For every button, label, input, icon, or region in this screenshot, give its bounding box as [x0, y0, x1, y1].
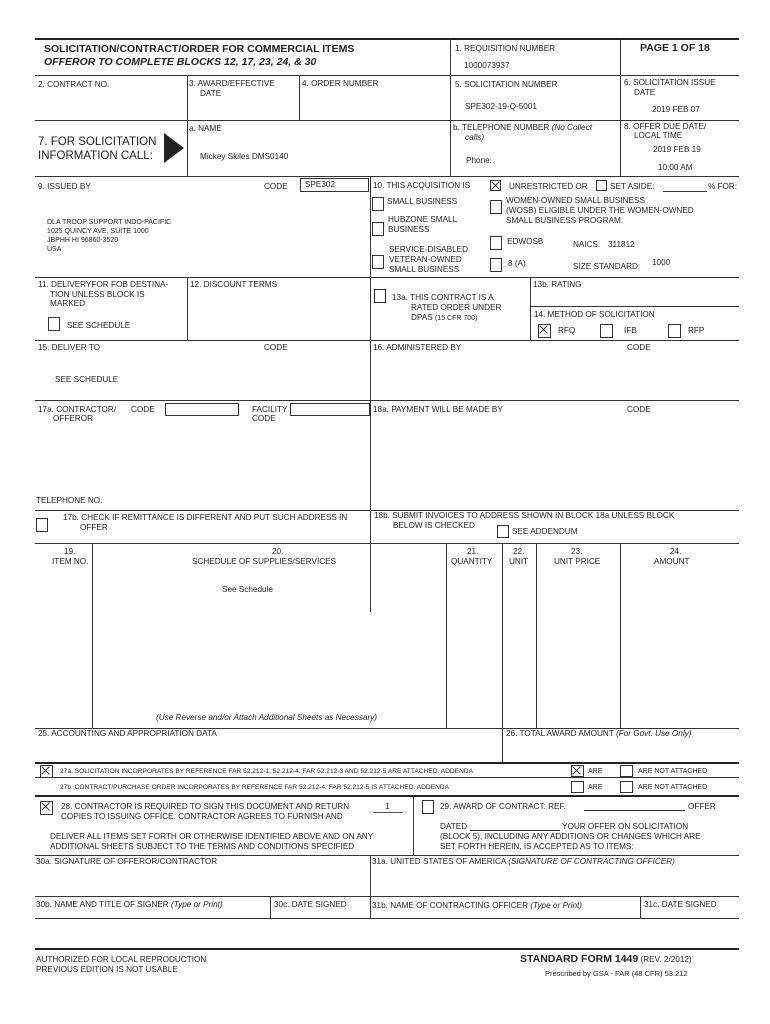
offer-due-label-2: LOCAL TIME [634, 131, 683, 140]
rating-label: 13b. RATING [533, 280, 582, 289]
percent-for-label: % FOR: [708, 182, 738, 191]
col-amount-number: 24. [670, 547, 682, 556]
28-label-4: ADDITIONAL SHEETS SUBJECT TO THE TERMS AND CONDITIONS SPECIFIED [50, 842, 355, 851]
see-schedule-label: SEE SCHEDULE [67, 321, 131, 330]
col-unit: UNIT [509, 557, 529, 566]
telephone-note-2: calls) [465, 133, 485, 142]
solicitation-number-label: 5. SOLICITATION NUMBER [455, 80, 558, 89]
27a-are-not-label: ARE NOT ATTACHED [638, 768, 708, 775]
col-unit-price: UNIT PRICE [554, 557, 601, 566]
ifb-label: IFB [624, 326, 637, 335]
29-dated-label: DATED [440, 822, 468, 831]
rated-order-checkbox[interactable] [374, 289, 386, 303]
form-title: SOLICITATION/CONTRACT/ORDER FOR COMMERCIAL ITEMS [44, 43, 355, 55]
requisition-number-label: 1. REQUISITION NUMBER [455, 44, 556, 53]
invoices-label-2: BELOW IS CHECKED [393, 521, 475, 530]
telephone-note: (No Collect [551, 123, 593, 132]
27a-are-not-checkbox[interactable] [620, 765, 633, 777]
naics-label: NAICS: [573, 240, 601, 249]
facility-label: FACILITY [252, 405, 288, 414]
27b-are-not-checkbox[interactable] [620, 781, 633, 793]
form-subtitle: OFFEROR TO COMPLETE BLOCKS 12, 17, 23, 24, & 30 [44, 56, 317, 68]
sdvosb-label: SERVICE-DISABLED [389, 245, 469, 254]
see-addendum-checkbox[interactable] [497, 525, 509, 538]
issued-by-label: 9. ISSUED BY [38, 182, 91, 191]
deliver-to-label: 15. DELIVER TO [38, 343, 101, 352]
size-standard-value[interactable]: 1000 [652, 258, 671, 267]
27b-are-label: ARE [588, 784, 603, 791]
issuer-line: JBPHH HI 96860-3520 [47, 237, 119, 244]
set-aside-percent-line[interactable] [663, 191, 707, 192]
contact-name-value[interactable]: Mickey Skiles DMS0140 [200, 152, 289, 161]
usa-note: (SIGNATURE OF CONTRACTING OFFICER) [508, 857, 675, 866]
acquisition-label: 10. THIS ACQUISITION IS [373, 181, 471, 190]
28-checkbox[interactable] [40, 801, 53, 815]
form-name [520, 954, 692, 966]
col-unit-price-number: 23. [571, 547, 583, 556]
contractor-label-2: OFFEROR [53, 414, 94, 423]
officer-name-text: 31b. NAME OF CONTRACTING OFFICER [372, 901, 529, 910]
fob-label-3: MARKED [50, 299, 86, 308]
fob-label: 11. DELIVERYFOR FOB DESTINA- [38, 280, 169, 289]
method-label: 14. METHOD OF SOLICITATION [534, 310, 655, 319]
rfq-checkbox[interactable] [538, 324, 551, 338]
col-amount: AMOUNT [654, 557, 690, 566]
form-rev: (REV. 2/2012) [640, 955, 692, 964]
issuer-line: DLA TROOP SUPPORT INDO-PACIFIC [47, 219, 172, 226]
officer-date-label: 31c. DATE SIGNED [644, 900, 717, 909]
deliver-to-code-label: CODE [264, 343, 288, 352]
27a-checkbox[interactable] [40, 765, 53, 778]
rated-order-label: 13a. THIS CONTRACT IS A [392, 293, 494, 302]
issue-date-value[interactable]: 2019 FEB 07 [652, 105, 700, 114]
ifb-checkbox[interactable] [600, 324, 613, 338]
deliver-to-value[interactable]: SEE SCHEDULE [55, 375, 119, 384]
footer-previous-edition: PREVIOUS EDITION IS NOT USABLE [36, 965, 178, 974]
contractor-code-label: CODE [131, 405, 155, 414]
sdvosb-label-2: VETERAN-OWNED [389, 255, 462, 264]
set-aside-checkbox[interactable] [596, 180, 607, 191]
signer-name-note: (Type or Print) [170, 900, 223, 909]
27b-are-not-label: ARE NOT ATTACHED [638, 784, 708, 791]
payment-label: 18a. PAYMENT WILL BE MADE BY [373, 405, 503, 414]
27a-are-label: ARE [588, 768, 603, 775]
total-award-note: (For Govt. Use Only) [615, 729, 692, 738]
award-date-label: 3. AWARD/EFFECTIVE [189, 79, 275, 88]
col-unit-number: 22. [513, 547, 525, 556]
28-label-2: COPIES TO ISSUING OFFICE. CONTRACTOR AGREES TO FURNISH AND [61, 812, 343, 821]
facility-label-2: CODE [252, 414, 276, 423]
footer-reproduction: AUTHORIZED FOR LOCAL REPRODUCTION [36, 955, 207, 964]
col-item-no-number: 19. [64, 547, 76, 556]
see-addendum-label: SEE ADDENDUM [512, 527, 578, 536]
remittance-label-2: OFFER [80, 523, 108, 532]
issuer-line: USA [47, 246, 62, 253]
administered-by-code-label: CODE [627, 343, 651, 352]
col-quantity: QUANTITY [451, 557, 493, 566]
officer-signature-field[interactable] [372, 868, 736, 894]
wosb-checkbox[interactable] [490, 200, 502, 214]
28-label-3: DELIVER ALL ITEMS SET FORTH OR OTHERWISE IDENTIFIED ABOVE AND ON ANY [50, 832, 374, 841]
items-see-schedule: See Schedule [222, 585, 273, 594]
officer-name-note: (Type or Print) [530, 901, 583, 910]
unrestricted-checkbox[interactable] [490, 180, 501, 191]
29-offer-label: OFFER [688, 802, 716, 811]
solicitation-number-value[interactable]: SPE302-19-Q-5001 [465, 102, 537, 111]
see-schedule-checkbox[interactable] [48, 317, 60, 331]
telephone-no-label: TELEPHONE NO. [36, 496, 103, 505]
sdvosb-checkbox[interactable] [372, 255, 384, 269]
cfr-label: (15 CFR 700) [434, 315, 478, 322]
invoices-label: 18b. SUBMIT INVOICES TO ADDRESS SHOWN IN BLOCK 18a UNLESS BLOCK [374, 511, 675, 520]
28-copies-value[interactable]: 1 [385, 802, 390, 811]
wosb-label: WOMEN-OWNED SMALL BUSINESS [506, 196, 645, 205]
sdvosb-label-3: SMALL BUSINESS [389, 265, 460, 274]
issued-by-code-label: CODE [264, 182, 288, 191]
contractor-label: 17a. CONTRACTOR/ [38, 405, 117, 414]
eight-a-label: 8 (A) [508, 259, 526, 268]
issuer-line: 1025 QUINCY AVE, SUITE 1000 [47, 228, 149, 235]
issued-by-code-value[interactable]: SPE302 [305, 180, 336, 189]
28-label-1: 28. CONTRACTOR IS REQUIRED TO SIGN THIS DOCUMENT AND RETURN [61, 802, 350, 811]
hubzone-label-2: BUSINESS [388, 225, 430, 234]
solicitation-info-label-2: INFORMATION CALL: [38, 150, 153, 162]
form-name-text: STANDARD FORM 1449 [520, 953, 639, 965]
offeror-signature-label: 30a. SIGNATURE OF OFFEROR/CONTRACTOR [36, 857, 218, 866]
29-ref-line [584, 810, 685, 811]
total-award-label [506, 729, 692, 738]
arrow-right-icon [164, 133, 184, 163]
hubzone-checkbox[interactable] [372, 222, 384, 236]
telephone-label-text: b. TELEPHONE NUMBER [453, 123, 550, 132]
usa-label: 31a. UNITED STATES OF AMERICA [372, 857, 506, 866]
offer-due-label: 8. OFFER DUE DATE/ [624, 122, 707, 131]
offeror-signature-field[interactable] [36, 868, 366, 894]
29-label-1: 29. AWARD OF CONTRACT: REF. [440, 802, 566, 811]
wosb-label-3: SMALL BUSINESS PROGRAM [506, 216, 621, 225]
issue-date-label-2: DATE [634, 88, 656, 97]
order-number-label: 4. ORDER NUMBER [302, 79, 379, 88]
rated-order-label-3 [411, 313, 477, 323]
dpas-label: DPAS [411, 313, 433, 322]
eight-a-checkbox[interactable] [490, 258, 502, 272]
signer-name-text: 30b. NAME AND TITLE OF SIGNER [36, 900, 169, 909]
page-indicator: PAGE 1 OF 18 [640, 42, 710, 54]
small-business-label: SMALL BUSINESS [387, 197, 458, 206]
unrestricted-label: UNRESTRICTED OR [509, 182, 588, 191]
fob-label-2: TION UNLESS BLOCK IS [50, 290, 145, 299]
officer-name-label [372, 901, 582, 910]
27a-label: 27a. SOLICITATION INCORPORATES BY REFERENCE FAR 52.212-1, 52.212-4. FAR 52.212-3 AND 52.212-5 ARE ATTACHED. ADDENDA [60, 768, 473, 775]
telephone-label [453, 123, 592, 132]
size-standard-label: SIZE STANDARD: [573, 262, 641, 271]
total-award-text: 26. TOTAL AWARD AMOUNT [506, 729, 614, 738]
phone-label: Phone: [466, 156, 492, 165]
rfq-label: RFQ [558, 326, 576, 335]
col-schedule-number: 20. [272, 547, 284, 556]
wosb-label-2: (WOSB) ELIGIBLE UNDER THE WOMEN-OWNED [506, 206, 694, 215]
contract-no-label: 2. CONTRACT NO. [38, 80, 110, 89]
27b-label: 27b. CONTRACT/PURCHASE ORDER INCORPORATES BY REFERENCE FAR 52.212-4. FAR 52.212-5 IS ATTACHED. ADDENDA [60, 784, 450, 791]
small-business-checkbox[interactable] [372, 197, 384, 211]
rated-order-label-2: RATED ORDER UNDER [411, 303, 502, 312]
27a-are-checkbox[interactable] [571, 765, 584, 777]
29-label-4: SET FORTH HEREIN, IS ACCEPTED AS TO ITEMS: [440, 842, 634, 851]
solicitation-info-label: 7. FOR SOLICITATION [38, 136, 157, 148]
col-schedule: SCHEDULE OF SUPPLIES/SERVICES [192, 557, 337, 566]
rfp-checkbox[interactable] [668, 324, 681, 338]
29-dated-line [470, 830, 560, 831]
offeror-date-label: 30c. DATE SIGNED [274, 900, 347, 909]
remittance-label: 17b. CHECK IF REMITTANCE IS DIFFERENT AND PUT SUCH ADDRESS IN [63, 513, 348, 522]
col-item-no: ITEM NO. [52, 557, 89, 566]
issue-date-label: 6. SOLICITATION ISSUE [624, 78, 716, 87]
award-date-label-2: DATE [200, 89, 222, 98]
28-copies-line [373, 812, 403, 813]
edwosb-label: EDWOSB [507, 237, 544, 246]
rfp-label: RFP [688, 326, 705, 335]
signer-name-label [36, 900, 223, 909]
accounting-label: 25. ACCOUNTING AND APPROPRIATION DATA [38, 729, 217, 738]
contact-name-label: a. NAME [189, 124, 222, 133]
29-checkbox[interactable] [422, 800, 434, 814]
discount-terms-label: 12. DISCOUNT TERMS [190, 280, 278, 289]
offer-due-time[interactable]: 10:00 AM [658, 163, 693, 172]
29-label-2: YOUR OFFER ON SOLICITATION [562, 822, 689, 831]
set-aside-label: SET ASIDE: [610, 182, 655, 191]
col-quantity-number: 21. [467, 547, 479, 556]
hubzone-label: HUBZONE SMALL [388, 215, 458, 224]
offer-due-date[interactable]: 2019 FEB 19 [653, 145, 701, 154]
naics-value[interactable]: 311812 [608, 240, 635, 249]
administered-by-label: 16. ADMINISTERED BY [373, 343, 462, 352]
payment-code-label: CODE [627, 405, 651, 414]
requisition-number-value[interactable]: 1000073937 [464, 61, 510, 70]
remittance-checkbox[interactable] [36, 518, 48, 532]
edwosb-checkbox[interactable] [490, 236, 502, 250]
27b-are-checkbox[interactable] [571, 781, 584, 793]
prescribed-by: Prescribed by GSA - FAR (48 CFR) 53.212 [545, 969, 688, 978]
reverse-note: (Use Reverse and/or Attach Additional Sheets as Necessary) [156, 713, 378, 722]
29-label-3: (BLOCK 5), INCLUDING ANY ADDITIONS OR CHANGES WHICH ARE [440, 832, 701, 841]
usa-signature-label [372, 857, 675, 866]
